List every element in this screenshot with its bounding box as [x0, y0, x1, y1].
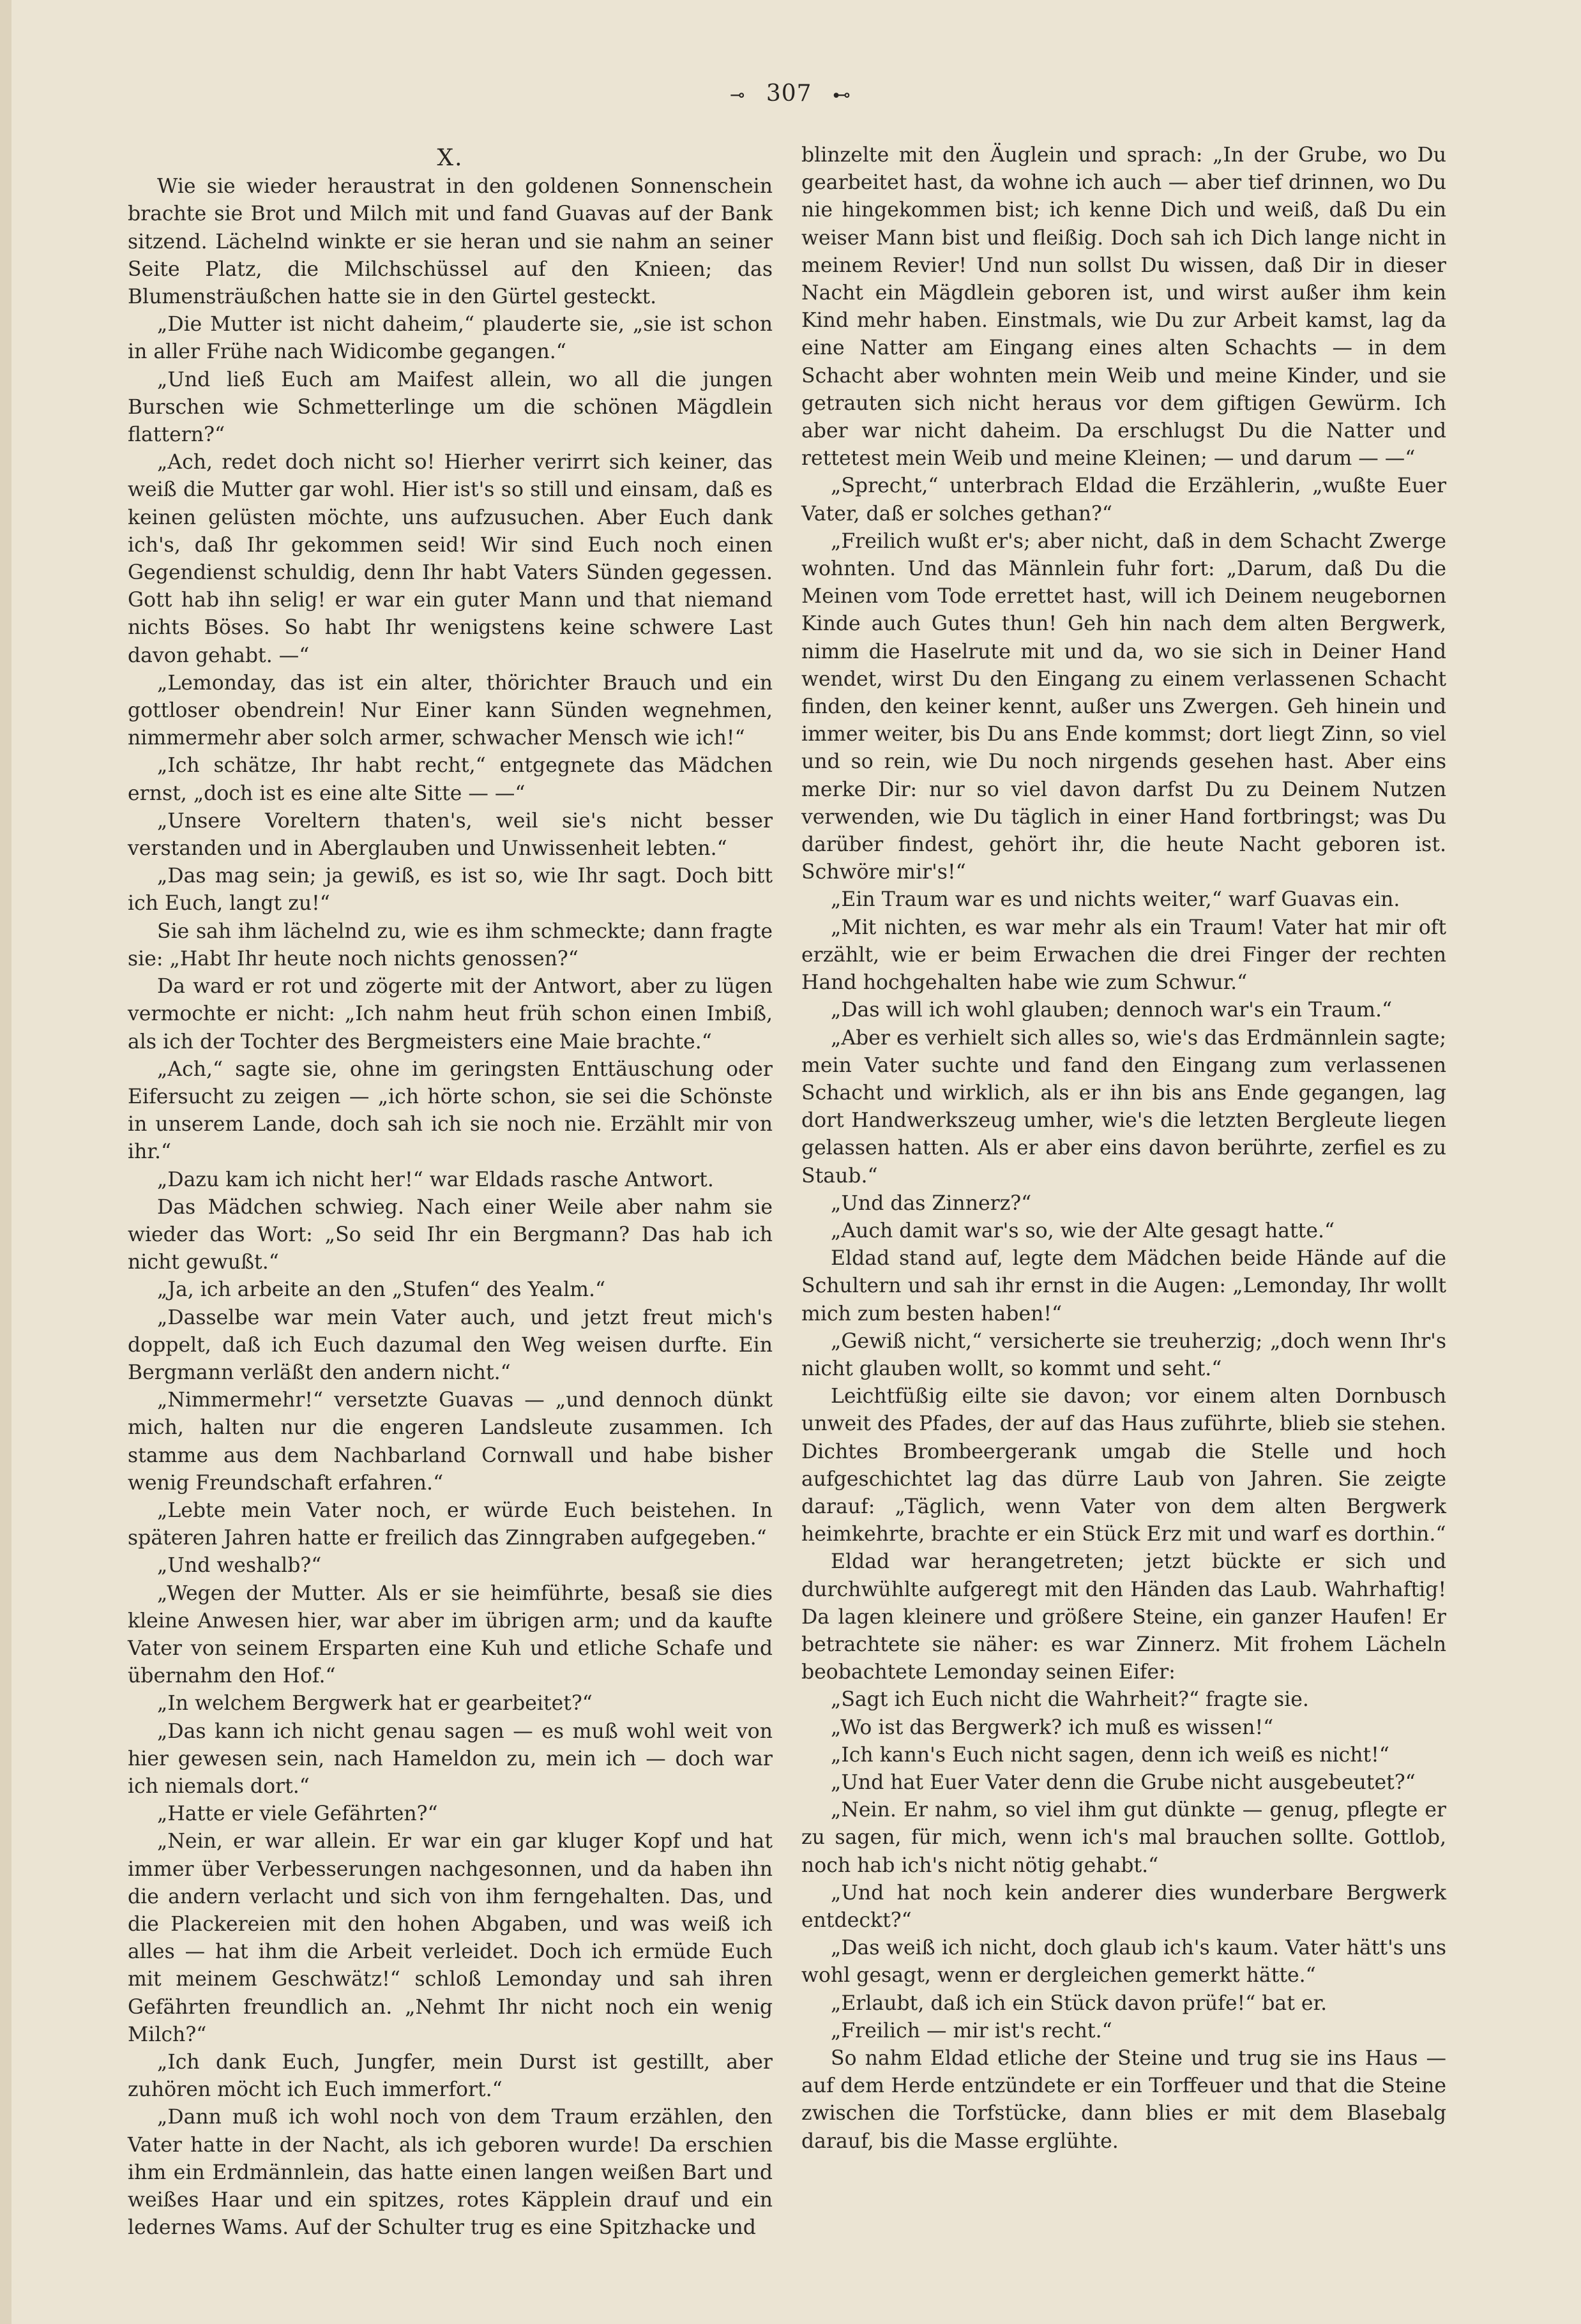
paragraph: „Und hat noch kein anderer dies wunderbare Bergwerk entdeckt?“ [801, 1881, 1446, 1932]
paragraph: „Dasselbe war mein Vater auch, und jetzt freut mich's doppelt, daß ich Euch dazumal den Weg weisen durfte. Ein Bergmann verläßt den andern nicht.“ [128, 1306, 773, 1384]
paragraph: „Freilich wußt er's; aber nicht, daß in dem Schacht Zwerge wohnten. Und das Männlein fuhr fort: „Darum, daß Du die Meinen vom Tode errettet hast, will ich Deinem neugebornen Kinde auch Gutes thun! Geh hin nach dem alten Bergwerk, nimm die Haselrute mit und da, wo sie sich in Deiner Hand wendet, wirst Du den Eingang zu einem verlassenen Schacht finden, den keiner kennt, außer uns Zwergen. Geh hinein und immer weiter, bis Du ans Ende kommst; dort liegt Zinn, so viel und so rein, wie Du noch nirgends gesehen hast. Aber eins merke Dir: nur so viel davon darfst Du zu Deinem Nutzen verwenden, wie Du täglich in einer Hand fortbringst; was Du darüber findest, gehört ihr, die heute Nacht geboren ist. Schwöre mir's!“ [801, 529, 1446, 884]
page-number: 307 [766, 80, 812, 107]
paragraph: „Sagt ich Euch nicht die Wahrheit?“ fragte sie. [831, 1688, 1309, 1712]
chapter-title: X. [437, 145, 464, 171]
ornament-right-icon: ⊷ [833, 84, 852, 105]
paragraph: „Gewiß nicht,“ versicherte sie treuherzig; „doch wenn Ihr's nicht glauben wollt, so kommt und seht.“ [801, 1329, 1446, 1380]
paragraph: „Das weiß ich nicht, doch glaub ich's kaum. Vater hätt's uns wohl gesagt, wenn er dergleichen gemerkt hätte.“ [801, 1936, 1446, 1988]
page-header [0, 80, 1581, 119]
paragraph: „Die Mutter ist nicht daheim,“ plauderte sie, „sie ist schon in aller Frühe nach Widicombe gegangen.“ [128, 313, 773, 364]
paragraph: „Mit nichten, es war mehr als ein Traum! Vater hat mir oft erzählt, wie er beim Erwachen die drei Finger der rechten Hand hochgehalten habe wie zum Schwur.“ [801, 916, 1446, 995]
paragraph: „Wegen der Mutter. Als er sie heimführte, besaß sie dies kleine Anwesen hier, war aber im übrigen arm; und da kaufte Vater von seinem Ersparten eine Kuh und etliche Schafe und übernahm den Hof.“ [128, 1581, 773, 1688]
paragraph: blinzelte mit den Äuglein und sprach: „In der Grube, wo Du gearbeitet hast, da wohne ich auch — aber tief drinnen, wo Du nie hingekommen bist; ich kenne Dich und weiß, daß Du ein weiser Mann bist und fleißig. Doch sah ich Dich lange nicht in meinem Revier! Und nun sollst Du wissen, daß Dir in dieser Nacht ein Mägdlein geboren ist, und wirst außer ihm kein Kind mehr haben. Einstmals, wie Du zur Arbeit kamst, lag da eine Natter am Eingang eines alten Schachts — in dem Schacht aber wohnten mein Weib und meine Kinder, und sie getrauten sich nicht heraus vor dem giftigen Gewürm. Ich aber war nicht daheim. Da erschlugst Du die Natter und rettetest mein Weib und meine Kleinen; — und darum — —“ [801, 144, 1446, 471]
paragraph: „Ach,“ sagte sie, ohne im geringsten Enttäuschung oder Eifersucht zu zeigen — „ich hörte schon, sie sei die Schönste in unserem Lande, doch sah ich sie noch nie. Erzählt mir von ihr.“ [128, 1057, 773, 1164]
paragraph: „Das will ich wohl glauben; dennoch war's ein Traum.“ [831, 999, 1393, 1022]
paragraph: „Unsere Voreltern thaten's, weil sie's nicht besser verstanden und in Aberglauben und Unwissenheit lebten.“ [128, 809, 773, 861]
paragraph: „Ich dank Euch, Jungfer, mein Durst ist gestillt, aber zuhören möcht ich Euch immerfort.“ [128, 2051, 773, 2102]
paragraph: So nahm Eldad etliche der Steine und trug sie ins Haus — auf dem Herde entzündete er ein Torffeuer und that die Steine zwischen die Torfstücke, dann blies er mit dem Blasebalg darauf, bis die Masse erglühte. [801, 2047, 1446, 2153]
paragraph: „Und weshalb?“ [157, 1554, 322, 1578]
paragraph: „Dann muß ich wohl noch von dem Traum erzählen, den Vater hatte in der Nacht, als ich geboren wurde! Da erschien ihm ein Erdmännlein, das hatte einen langen weißen Bart und weißes Haar und ein spitzes, rotes Käpplein drauf und ein ledernes Wams. Auf der Schulter trug es eine Spitzhacke und [128, 2106, 773, 2240]
paragraph: Das Mädchen schwieg. Nach einer Weile aber nahm sie wieder das Wort: „So seid Ihr ein Bergmann? Das hab ich nicht gewußt.“ [128, 1195, 773, 1274]
paragraph: „In welchem Bergwerk hat er gearbeitet?“ [157, 1692, 593, 1716]
paragraph: „Das kann ich nicht genau sagen — es muß wohl weit von hier gewesen sein, nach Hameldon zu, mein ich — doch war ich niemals dort.“ [128, 1719, 773, 1798]
paragraph: „Ja, ich arbeite an den „Stufen“ des Yealm.“ [157, 1278, 606, 1302]
paragraph: Da ward er rot und zögerte mit der Antwort, aber zu lügen vermochte er nicht: „Ich nahm heut früh schon einen Imbiß, als ich der Tochter des Bergmeisters eine Maie brachte.“ [128, 975, 773, 1053]
paragraph: „Dazu kam ich nicht her!“ war Eldads rasche Antwort. [157, 1168, 714, 1191]
paragraph: „Ein Traum war es und nichts weiter,“ warf Guavas ein. [831, 888, 1400, 912]
paragraph: „Und hat Euer Vater denn die Grube nicht ausgebeutet?“ [831, 1770, 1416, 1794]
ornament-left-icon: ⊸ [729, 84, 746, 105]
paragraph: „Aber es verhielt sich alles so, wie's das Erdmännlein sagte; mein Vater suchte und fand den Eingang zum verlassenen Schacht und wirklich, als er ihn bis ans Ende gegangen, lag dort Handwerkszeug umher, wie's die letzten Bergleute liegen gelassen hatten. Als er aber eins davon berührte, zerfiel es zu Staub.“ [801, 1026, 1446, 1188]
paragraph: Eldad stand auf, legte dem Mädchen beide Hände auf die Schultern und sah ihr ernst in die Augen: „Lemonday, Ihr wollt mich zum besten haben!“ [801, 1247, 1446, 1325]
paragraph: „Wo ist das Bergwerk? ich muß es wissen!“ [831, 1716, 1274, 1739]
paragraph: Eldad war herangetreten; jetzt bückte er sich und durchwühlte aufgeregt mit den Händen das Laub. Wahrhaftig! Da lagen kleinere und größere Steine, ein ganzer Haufen! Er betrachtete sie näher: es war Zinnerz. Mit frohem Lächeln beobachtete Lemonday seinen Eifer: [801, 1550, 1446, 1684]
paragraph: „Und ließ Euch am Maifest allein, wo all die jungen Burschen wie Schmetterlinge um die schönen Mägdlein flattern?“ [128, 368, 773, 447]
paragraph: „Ach, redet doch nicht so! Hierher verirrt sich keiner, das weiß die Mutter gar wohl. Hier ist's so still und einsam, daß es keinen gelüsten möchte, uns aufzusuchen. Aber Euch dank ich's, daß Ihr gekommen seid! Wir sind Euch noch einen Gegendienst schuldig, denn Ihr habt Vaters Sünden gegessen. Gott hab ihn selig! er war ein guter Mann und that niemand nichts Böses. So habt Ihr wenigstens keine schwere Last davon gehabt. —“ [128, 451, 773, 667]
paragraph: Leichtfüßig eilte sie davon; vor einem alten Dornbusch unweit des Pfades, der auf das Haus zuführte, blieb sie stehen. Dichtes Brombeergerank umgab die Stelle und hoch aufgeschichtet lag das dürre Laub von Jahren. Sie zeigte darauf: „Täglich, wenn Vater von dem alten Bergwerk heimkehrte, brachte er ein Stück Erz mit und warf es dorthin.“ [801, 1385, 1446, 1546]
paragraph: „Nein, er war allein. Er war ein gar kluger Kopf und hat immer über Verbesserungen nachgesonnen, und da haben ihn die andern verlacht und sich von ihm ferngehalten. Das, und die Plackereien mit den hohen Abgaben, und was weiß ich alles — hat ihm die Arbeit verleidet. Doch ich ermüde Euch mit meinem Geschwätz!“ schloß Lemonday und sah ihren Gefährten freundlich an. „Nehmt Ihr nicht noch ein wenig Milch?“ [128, 1830, 773, 2046]
paragraph: Sie sah ihm lächelnd zu, wie es ihm schmeckte; dann fragte sie: „Habt Ihr heute noch nichts genossen?“ [128, 919, 773, 970]
paragraph: Wie sie wieder heraustrat in den goldenen Sonnenschein brachte sie Brot und Milch mit und fand Guavas auf der Bank sitzend. Lächelnd winkte er sie heran und sie nahm an seiner Seite Platz, die Milchschüssel auf den Knieen; das Blumensträußchen hatte sie in den Gürtel gesteckt. [128, 175, 773, 309]
paragraph: „Ich schätze, Ihr habt recht,“ entgegnete das Mädchen ernst, „doch ist es eine alte Sitte — —“ [128, 754, 773, 805]
paragraph: „Freilich — mir ist's recht.“ [831, 2019, 1112, 2042]
paragraph: „Lebte mein Vater noch, er würde Euch beistehen. In späteren Jahren hatte er freilich das Zinngraben aufgegeben.“ [128, 1498, 773, 1550]
scan-edge [0, 0, 11, 2324]
right-column [801, 142, 1446, 2155]
paragraph: „Hatte er viele Gefährten?“ [157, 1802, 438, 1826]
paragraph: „Das mag sein; ja gewiß, es ist so, wie Ihr sagt. Doch bitt ich Euch, langt zu!“ [128, 864, 773, 916]
paragraph: „Nimmermehr!“ versetzte Guavas — „und dennoch dünkt mich, halten nur die engeren Landsleute zusammen. Ich stamme aus dem Nachbarland Cornwall und habe bisher wenig Freundschaft erfahren.“ [128, 1389, 773, 1495]
paragraph: „Ich kann's Euch nicht sagen, denn ich weiß es nicht!“ [831, 1743, 1389, 1767]
paragraph: „Sprecht,“ unterbrach Eldad die Erzählerin, „wußte Euer Vater, daß er solches gethan?“ [801, 474, 1446, 525]
paragraph: „Und das Zinnerz?“ [831, 1191, 1032, 1215]
paragraph: „Nein. Er nahm, so viel ihm gut dünkte — genug, pflegte er zu sagen, für mich, wenn ich's mal brauchen sollte. Gottlob, noch hab ich's nicht nötig gehabt.“ [801, 1799, 1446, 1877]
paragraph: „Lemonday, das ist ein alter, thörichter Brauch und ein gottloser obendrein! Nur Einer kann Sünden wegnehmen, nimmermehr aber solch armer, schwacher Mensch wie ich!“ [128, 671, 773, 750]
paragraph: „Auch damit war's so, wie der Alte gesagt hatte.“ [831, 1219, 1335, 1242]
paragraph: „Erlaubt, daß ich ein Stück davon prüfe!“ bat er. [831, 1991, 1328, 2015]
left-column [128, 142, 773, 2242]
